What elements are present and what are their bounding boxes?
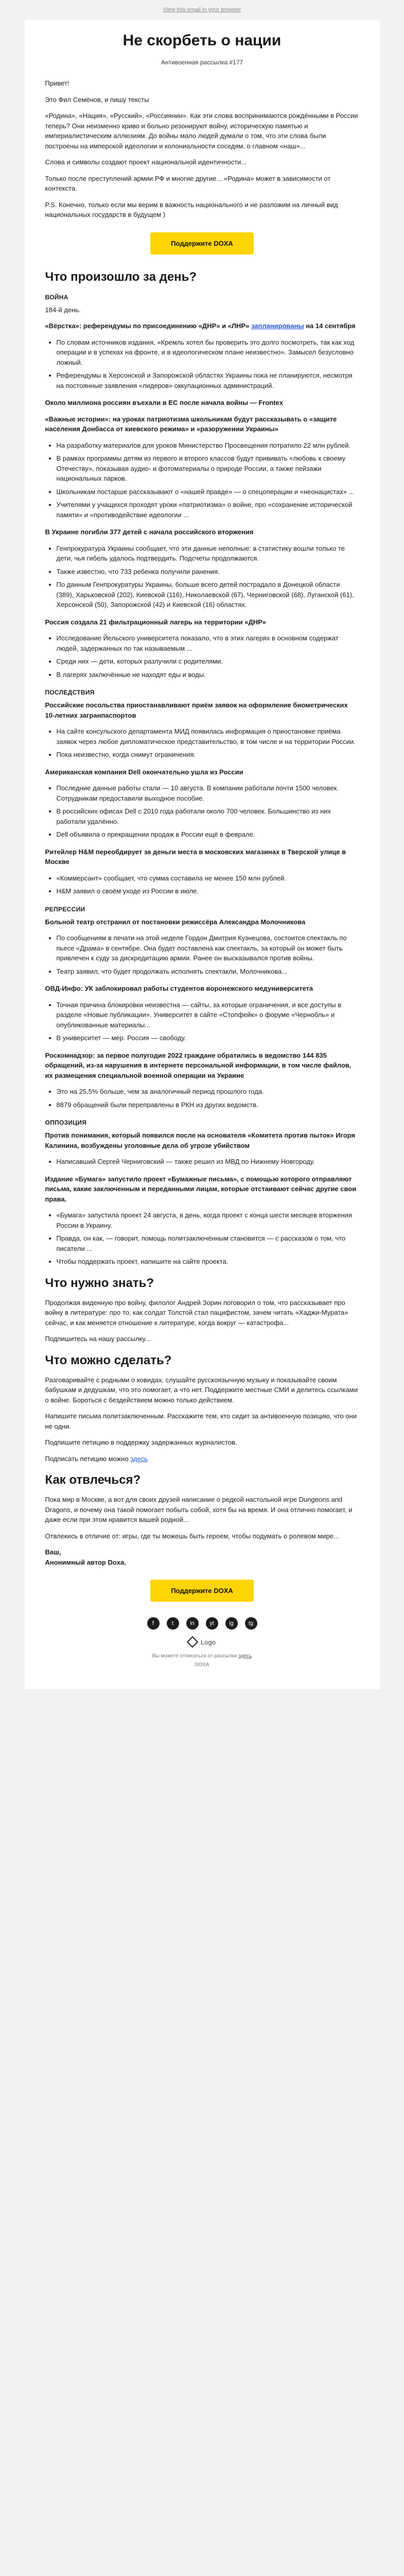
news-bullet: • По данным Генпрокуратуры Украины, больше всего детей пострадало в Донецкой области (389), Харьковской (202), Киевской (116), Николаевской (67), Черниговской (68), Луганской (61), Херсонской (50), Запорожской (42) и Киевской (16) областях. [57,580,359,610]
rkn-bullets [57,1087,359,1110]
news-bullet: • Референдумы в Херсонской и Запорожской областях Украины пока не планируются, несмотря на постоянные заявления «лидеров» оккупационных администраций. [57,370,359,391]
news-bullet: • «Коммерсант» сообщает, что сумма составила не менее 150 млн рублей. [57,873,359,884]
news-bullet: • Чтобы поддержать проект, напишите на сайте проекта. [57,1257,359,1267]
section-paragraph: Напишите письма политзаключенным. Расскажите тем, кто сидит за антивоенную позицию, что они не одни. [45,1412,357,1430]
news-bullet: • Пока неизвестно, когда снимут ограничения. [57,750,359,760]
news-bullet: • Также известно, что 733 ребенка получили ранения. [57,567,359,577]
important-lead: «Важные истории»: на уроках патриотизма школьникам будут рассказывать о «защите населения Донбасса от киевского режима» и «разоружении Украины» [45,415,337,433]
intro-block [45,78,359,220]
sign-off: Ваш, Анонимный автор Doxa. [45,1548,126,1566]
news-bullet: • Правда, он как, — говорит, помощь политзаключённым становится — с рассказом о том, что писатели ... [57,1233,359,1253]
copyright: DOXA [195,1662,209,1668]
section-paragraph: Разговаривайте с родными о ковидах, слушайте русскоязычную музыку и показывайте своим бабушкам и дедушкам, что это помогает, а что нет. Поддержите местные СМИ и делитесь ссылками о войне. Бороться с бездействием можно только действием. [45,1376,358,1404]
section-heading: Что нужно знать? [45,1276,154,1290]
frontex-lead: Около миллиона россиян въехали в ЕС после начала войны — Frontex [45,399,283,406]
section-paragraph: Подпишитесь на нашу рассылку... [45,1335,151,1343]
hm-bullets [57,873,359,896]
news-lead-link[interactable]: запланированы [251,322,304,330]
news-bullet: • Последние данные работы стали — 10 августа. В компании работали почти 1500 человек. Сотрудникам предоставили выходное пособие. [57,783,359,803]
logo-mark-icon [187,1636,199,1648]
section-heading: Что произошло за день? [45,269,197,284]
ovd-lead: ОВД-Инфо: УК заблокировал работы студентов воронежского медуниверситета [45,985,313,992]
ukraine-bullets [57,544,359,610]
linkedin-icon[interactable]: in [186,1617,199,1630]
hm-lead: Ритейлер H&M переобдирует за деньги места в московских магазинах в Тверской улице в Москве [45,848,346,866]
section-heading: Что можно сделать? [45,1353,172,1367]
section-label-consequences: ПОСЛЕДСТВИЯ [45,689,95,696]
cta-wrap-bottom [45,1580,359,1602]
camp-bullets [57,633,359,680]
sokolov-bullets [57,933,359,976]
intro-paragraph: Слова и символы создают проект национальной идентичности... [45,158,247,166]
email-subtitle: Антивоенная рассылка #177 [161,59,243,66]
news-bullet: • Школьникам постарше рассказывают о «нашей правде» — о спецоперации и «неонацистах» ... [57,487,359,497]
news-bullet: • Генпрокуратура Украины сообщает, что эти данные неполные: в статистику вошли только те дети, чья гибель удалось подтвердить. Подсчеты продолжаются. [57,544,359,564]
news-bullet: • H&M заявил о своём уходе из России в июле. [57,886,359,896]
camp-lead: Россия создала 21 фильтрационный лагерь на территории «ДНР» [45,618,267,626]
petition-label: Подписать петицию можно [45,1454,129,1463]
news-bullet: • Точная причина блокировки неизвестна — сайты, за которые ограничения, и все доступы в разделе «Новые публикации». Университет в сайте «Стопфейк» о форуме «Чернобль» и опубликованные материалы... [57,1000,359,1030]
news-bullet: • Это на 25,5% больше, чем за аналогичный период прошлого года. [57,1087,359,1097]
top-bar [0,0,404,20]
news-bullet: • Исследование Йельского университета показало, что в этих лагерях в основном содержат людей, задержанных по так называемым ... [57,633,359,653]
news-bullet: • В университет — мер. Россия — свободу. [57,1033,359,1043]
view-in-browser-link[interactable]: View this email in your browser [163,7,241,13]
intro-paragraph: «Родина», «Нация», «Русский», «Россиянин». Как эти слова воспринимаются рождёнными в России теперь? Они неизменно криво и больно резонируют войну, историческую памятью и империалистическим аллюзиям. До войны мало людей думали о том, что эти слова были построены на имперской идеологии и колониальности соседям, о главном «наш»... [45,112,358,150]
unsubscribe-link[interactable]: здесь [238,1653,252,1659]
intro-ps: P.S. Конечно, только если мы верим в важность национального и не разложим на личный вид национальных государств в будущем ) [45,200,338,218]
cta-wrap [45,232,359,255]
section-paragraph: Отвлекись в отличие от: игры, где ты можешь быть героем, чтобы подумать о ролевом мире... [45,1532,339,1540]
petition-line [45,1454,359,1464]
news-bullet: • Написавший Сергей Черниговский — также решил из МВД по Нижнему Новгороду. [57,1157,359,1167]
opp-bullets [57,1157,359,1167]
consul-lead: Российские посольства приостанавливают приём заявок на оформление биометрических 10-летних загранпаспортов [45,701,348,719]
logo-text: Logo [201,1638,216,1646]
news-lead-text: «Вёрстка»: референдумы по присоединению «ДНР» и «ЛНР» [45,322,250,330]
unsubscribe-line [45,1653,359,1659]
email-sheet [25,20,380,1689]
footer-logo [45,1638,359,1646]
facebook-icon[interactable]: f [147,1617,160,1630]
news-bullet: • Учителями у учащихся проходят уроки «патриотизма» о войне, про «сохранение исторической памяти» и «противодействие идеологии ... [57,500,359,520]
unsubscribe-text: Вы можете отписаться от рассылки [152,1653,237,1659]
news-bullet: • В российских офисах Dell с 2010 года работали около 700 человек. Большинство из них работали удалённо. [57,806,359,826]
news-lead [45,321,359,331]
important-bullets [57,440,359,520]
news-bullet: • В рамках программы детям из первого и второго классов будут прививать «любовь к своему Отечеству», показывая аудио- и фотоматериалы о природе России, а также пейзажи национальных парков. [57,453,359,484]
support-doxa-button[interactable]: Поддержите DOXA [150,232,254,255]
twitter-icon[interactable]: t [167,1617,179,1630]
intro-greeting: Привет! [45,79,69,87]
book-bullets [57,1210,359,1267]
war-day: 184-й день. [45,306,81,314]
section-paragraph: Пока мир в Москве, а вот для своих друзей написание о редкой настольной игре Dungeons and Dragons, и почему она такой помогает побыть собой, хотя бы на время. И она отлично помогает, и даже если при этом нравится вашей родной... [45,1496,353,1523]
news-bullet: • «Бумага» запустила проект 24 августа, в день, когда проект с конца шести месяцев вторжения России в Украину. [57,1210,359,1230]
news-lead-tail: на 14 сентября [306,322,356,330]
ukraine-children-lead: В Украине погибли 377 детей с начала российского вторжения [45,528,254,536]
section-paragraph: Продолжая виденную про войну, филолог Андрей Зорин поговорил о том, что рассказывает про войну в литературе: про то, как солдат Толстой стал пацифистом, зачем читать «Хаджи-Мурата» сейчас, и как меняется отношение к литературе, когда вокруг — катастрофа... [45,1298,348,1327]
news-bullet: • 8879 обращений были переправлены в РКН из других ведомств. [57,1100,359,1110]
opp-lead: Против понимания, который появился после на основателя «Комитета против пыток» Игоря Калинина, возбуждены уголовные дела об угрозе убийством [45,1131,356,1149]
intro-paragraph: Только после преступлений армии РФ и многие другие... «Родина» может в зависимости от контекста. [45,174,331,192]
news-bullet: • На сайте консульского департамента МИД появилась информация о приостановке приёма заявок через любое дипломатическое представительство, в том числе и на территории России. [57,726,359,747]
youtube-icon[interactable]: yt [206,1617,218,1630]
news-bullet: • По словам источников издания, «Кремль хотел бы проверить это долго посмотреть, так как ход операции и в успехах на фронте, и в идеологическом плане неизвестно». Замысел безусловно ложный. [57,337,359,368]
sokolov-lead: Больной театр отстранил от постановки режиссёра Александра Молочникова [45,918,306,926]
email-title: Не скорбеть о нации [122,32,282,49]
intro-author: Это Фил Семёнов, и пишу тексты [45,95,149,104]
ovd-bullets [57,1000,359,1043]
dell-bullets [57,783,359,840]
book-lead: Издание «Бумага» запустило проект «Бумажные письма», с помощью которого отправляют письма, какие заключенным и переданными лицам, которые отстаивают сейчас другие свои права. [45,1175,357,1203]
rkn-lead: Роскомнадзор: за первое полугодие 2022 граждане обратились в ведомство 144 835 обращений, из-за нарушения в интернете персональной информации, в том числе файлов, их размещения специальной военной операции на Украине [45,1051,352,1079]
section-label-opposition: ОППОЗИЦИЯ [45,1119,87,1126]
news-bullet: • Среди них — дети, которых разлучили с родителями. [57,656,359,667]
section-heading: Как отвлечься? [45,1473,141,1487]
news-bullet: • По сообщениям в печати на этой неделе Гордон Дмитрия Кузнецова, состоится спектакль по пьесе «Драма» в сентябре. Она будет поставлена как спектакль, за который он может быть привлечен к суду за дискредитацию армии. Ранее он высказывался против войны. [57,933,359,963]
news-bullets [57,337,359,391]
news-bullet: • Dell объявила о прекращении продаж в России ещё в феврале. [57,829,359,840]
consul-bullets [57,726,359,760]
section-label-war: ВОЙНА [45,293,68,301]
instagram-icon[interactable]: ig [225,1617,238,1630]
news-bullet: • На разработку материалов для уроков Министерство Просвещения потратило 22 млн рублей. [57,440,359,451]
news-bullet: • В лагерях заключённые не находят еды и воды. [57,670,359,680]
telegram-icon[interactable]: tg [245,1617,257,1630]
section-label-repressions: РЕПРЕССИИ [45,905,85,913]
petition-link[interactable]: здесь [130,1454,148,1463]
news-bullet: • Театр заявил, что будет продолжать исполнять спектакли, Молочникова... [57,967,359,977]
section-paragraph: Подпишите петицию в поддержку задержанных журналистов. [45,1438,237,1446]
support-doxa-button-bottom[interactable]: Поддержите DOXA [150,1580,254,1602]
social-links [45,1617,359,1630]
dell-lead: Американская компания Dell окончательно ушла из России [45,768,243,776]
